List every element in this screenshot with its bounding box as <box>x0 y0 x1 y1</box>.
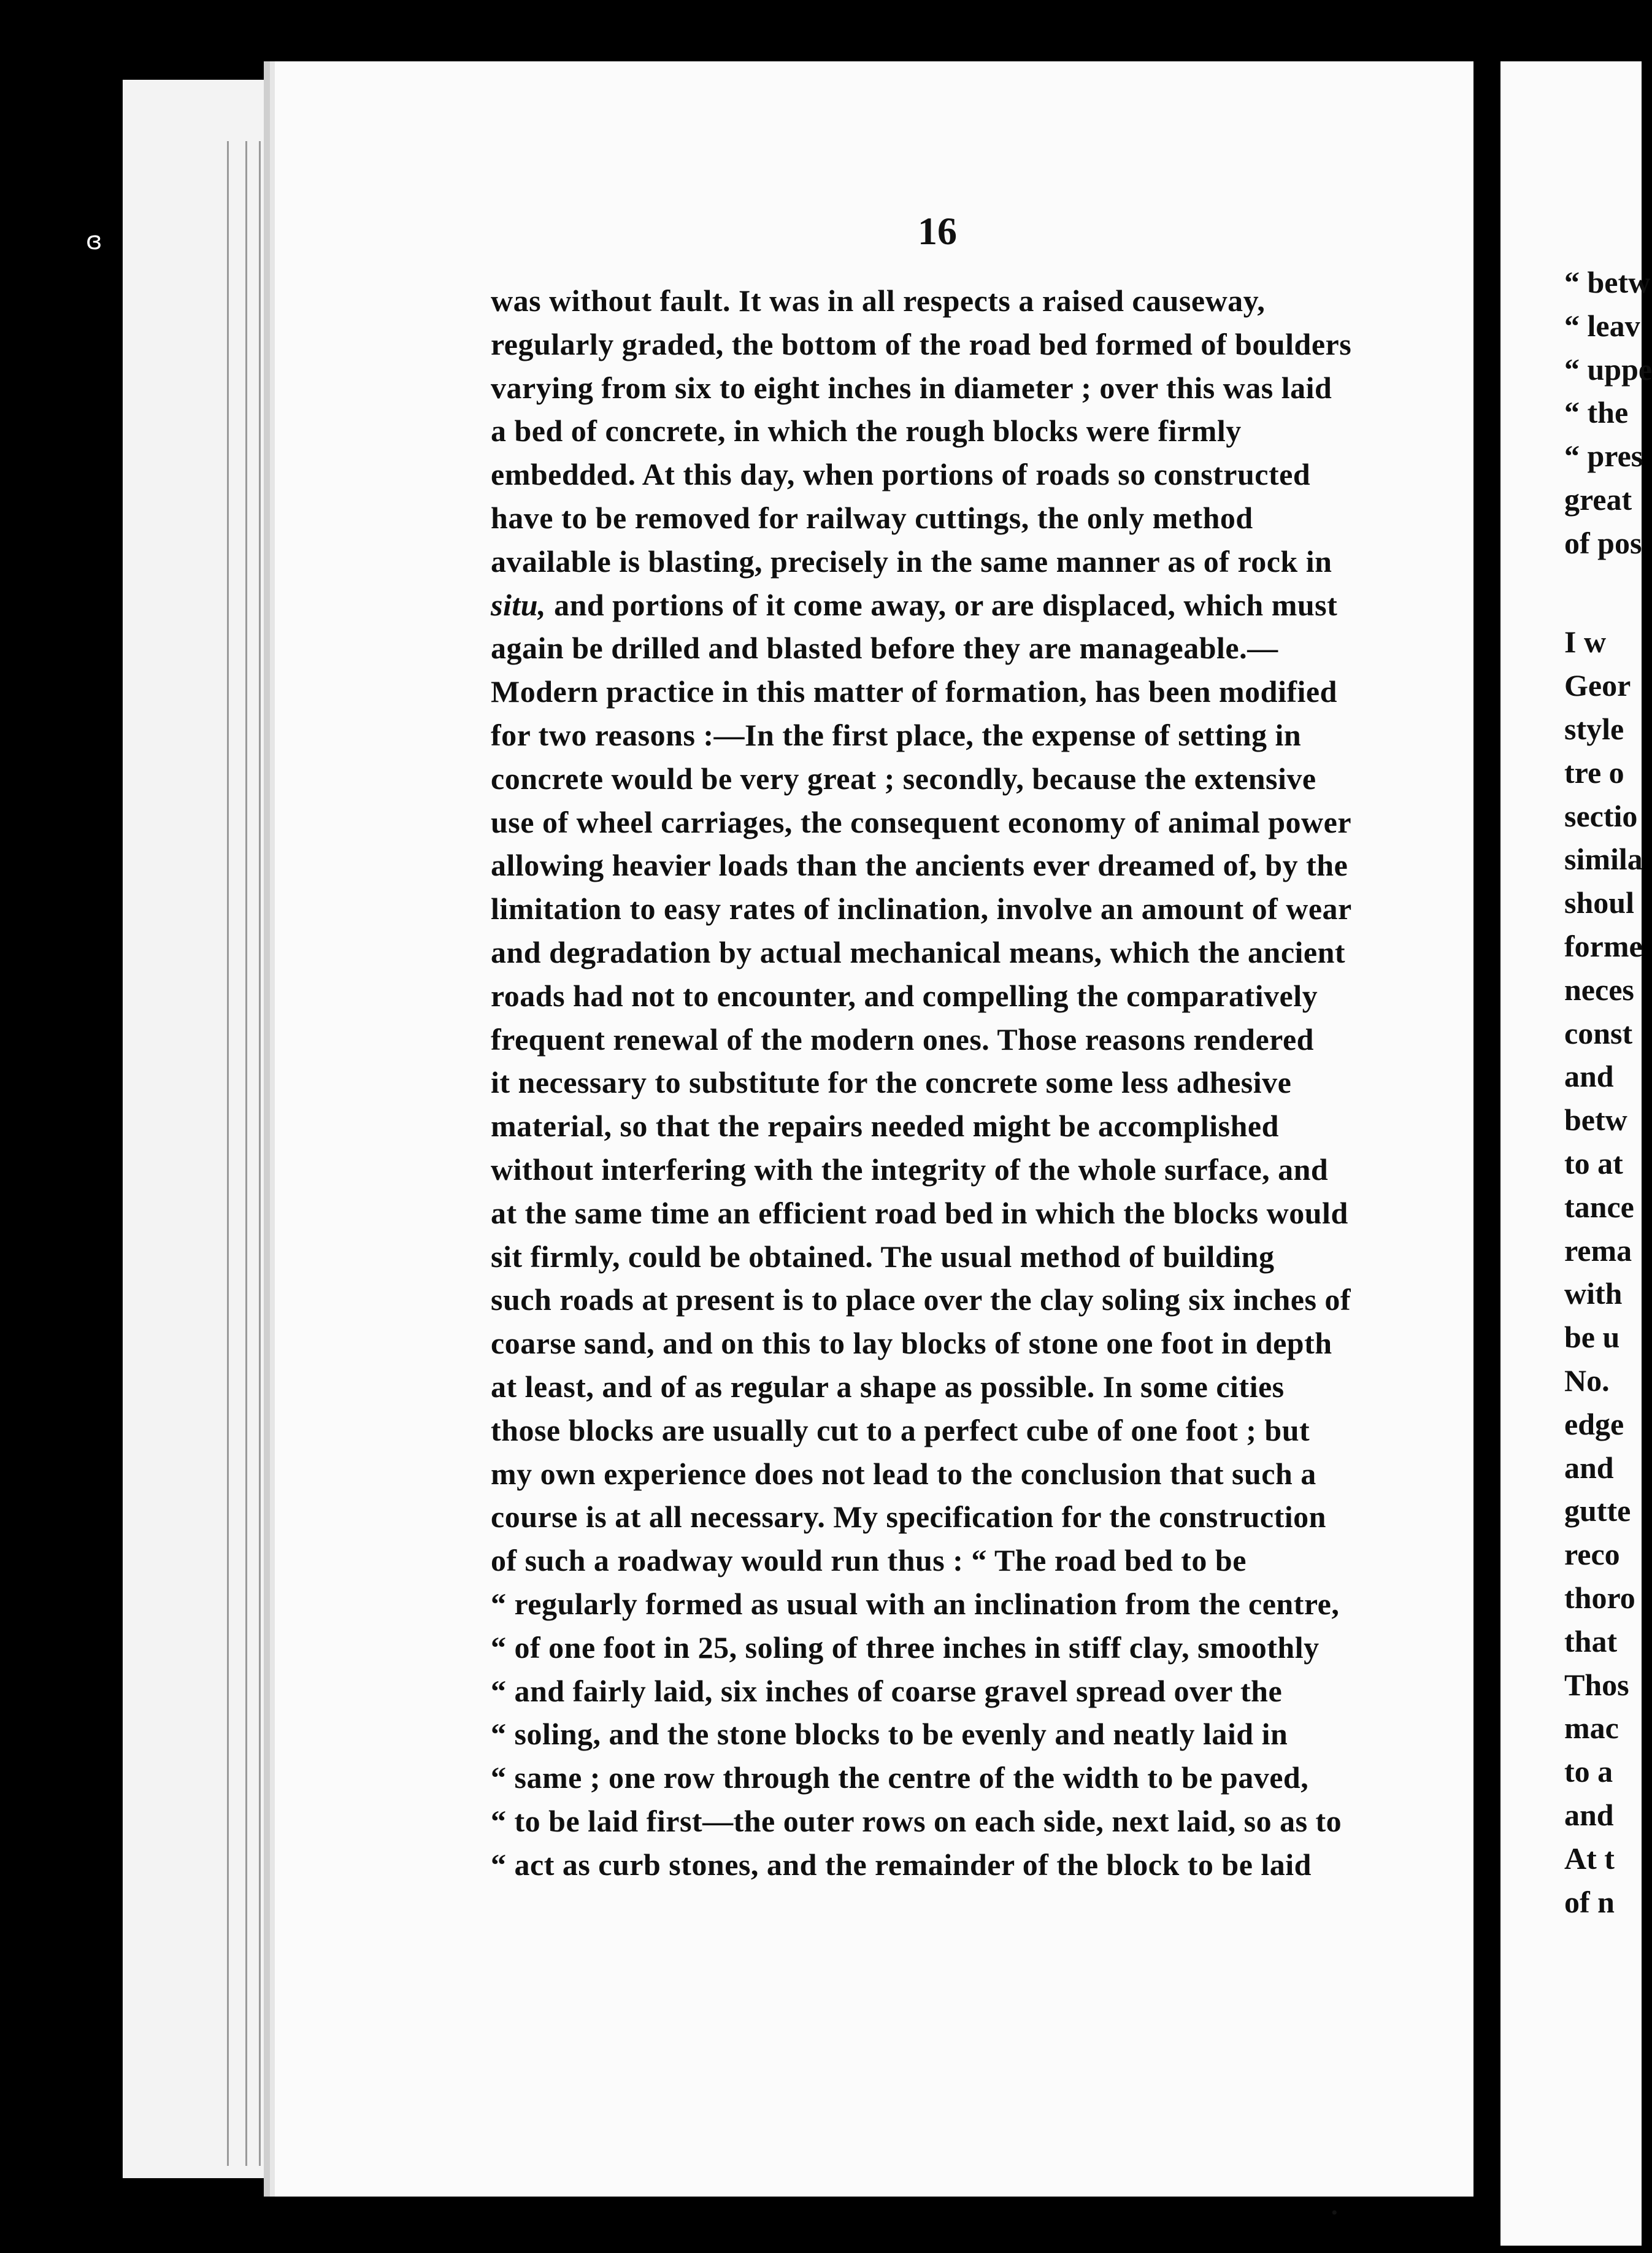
next-page-line: thoro <box>1564 1581 1635 1615</box>
text-line-rest: and portions of it come away, or are displaced, which must <box>554 587 1338 622</box>
next-page-line: tance <box>1564 1189 1634 1224</box>
text-line: material, so that the repairs needed might be accomplished <box>491 1109 1279 1144</box>
text-line: have to be removed for railway cuttings, the only method <box>491 501 1253 535</box>
page-stack-edge <box>123 80 271 2178</box>
text-line: at the same time an efficient road bed in which the blocks would <box>491 1195 1348 1230</box>
next-page-line: “ betw <box>1564 265 1651 299</box>
next-page-line: with <box>1564 1276 1623 1311</box>
next-page-line: At t <box>1564 1841 1615 1876</box>
text-line: and degradation by actual mechanical means, which the ancient <box>491 935 1346 969</box>
next-page-line: betw <box>1564 1103 1627 1138</box>
book-gutter <box>1473 61 1500 2246</box>
next-page-line: “ pres <box>1564 439 1643 474</box>
next-page-line: neces <box>1564 972 1634 1007</box>
text-line: concrete would be very great ; secondly, because the extensive <box>491 761 1316 796</box>
next-page-line: mac <box>1564 1711 1619 1746</box>
next-page-line: and <box>1564 1798 1614 1832</box>
next-page-line: “ the <box>1564 395 1629 430</box>
text-line: course is at all necessary. My specification for the construction <box>491 1500 1326 1535</box>
text-line: use of wheel carriages, the consequent economy of animal power <box>491 804 1352 839</box>
text-line: again be drilled and blasted before they are manageable.— <box>491 631 1278 666</box>
text-line: my own experience does not lead to the conclusion that such a <box>491 1456 1316 1491</box>
text-line: allowing heavier loads than the ancients ever dreamed of, by the <box>491 848 1348 883</box>
text-line: without interfering with the integrity of the whole surface, and <box>491 1152 1329 1187</box>
next-page-line: gutte <box>1564 1493 1631 1528</box>
text-line: it necessary to substitute for the concrete some less adhesive <box>491 1065 1292 1100</box>
next-page-line: sectio <box>1564 798 1638 833</box>
text-line: “ of one foot in 25, soling of three inches in stiff clay, smoothly <box>491 1630 1320 1665</box>
next-page-line: I w <box>1564 625 1607 660</box>
text-line: embedded. At this day, when portions of roads so constructed <box>491 457 1311 492</box>
text-line <box>491 583 1399 626</box>
text-line: “ regularly formed as usual with an inclination from the centre, <box>491 1587 1340 1621</box>
text-line: sit firmly, could be obtained. The usual method of building <box>491 1239 1275 1274</box>
text-line: at least, and of as regular a shape as possible. In some cities <box>491 1369 1285 1404</box>
text-line: available is blasting, precisely in the same manner as of rock in <box>491 544 1332 579</box>
next-page-line: reco <box>1564 1537 1620 1572</box>
next-page-line: edge <box>1564 1406 1624 1441</box>
margin-mark: ɞ <box>86 227 102 255</box>
text-line: frequent renewal of the modern ones. Those reasons rendered <box>491 1022 1314 1057</box>
text-line: “ and fairly laid, six inches of coarse gravel spread over the <box>491 1673 1283 1708</box>
text-line: “ same ; one row through the centre of the width to be paved, <box>491 1760 1309 1795</box>
next-page-line: to a <box>1564 1754 1613 1789</box>
bottom-mark: • <box>1331 2203 1338 2223</box>
text-line: those blocks are usually cut to a perfect cube of one foot ; but <box>491 1412 1310 1447</box>
text-line: “ soling, and the stone blocks to be evenly and neatly laid in <box>491 1717 1288 1752</box>
text-line: a bed of concrete, in which the rough blocks were firmly <box>491 414 1242 449</box>
next-page-line: that <box>1564 1623 1618 1658</box>
stack-edge-line <box>245 141 247 2166</box>
stack-edge-line <box>259 141 261 2166</box>
italic-word: situ, <box>491 587 547 622</box>
text-line: for two reasons :—In the first place, the expense of setting in <box>491 718 1302 752</box>
next-page-line: shoul <box>1564 885 1634 920</box>
text-line: was without fault. It was in all respects a raised causeway, <box>491 283 1266 318</box>
text-line: roads had not to encounter, and compelling the comparatively <box>491 978 1318 1013</box>
text-line: Modern practice in this matter of formation, has been modified <box>491 674 1337 709</box>
text-line: varying from six to eight inches in diameter ; over this was laid <box>491 370 1332 405</box>
next-page-line: “ leav <box>1564 308 1640 343</box>
next-page-line: Geor <box>1564 668 1631 703</box>
next-page-line: style <box>1564 712 1624 746</box>
next-page-line: tre o <box>1564 755 1624 790</box>
next-page-line: of pos <box>1564 525 1642 560</box>
text-line: such roads at present is to place over the clay soling six inches of <box>491 1282 1351 1317</box>
next-page-line: and <box>1564 1450 1614 1485</box>
next-page-line: to at <box>1564 1146 1623 1180</box>
next-page-line: “ uppe <box>1564 352 1652 387</box>
text-line: “ to be laid first—the outer rows on each side, next laid, so as to <box>491 1804 1342 1838</box>
next-page-fragment <box>1500 61 1652 2246</box>
next-page-line: rema <box>1564 1233 1632 1268</box>
text-line: limitation to easy rates of inclination, involve an amount of wear <box>491 892 1352 926</box>
page-number: 16 <box>918 209 957 253</box>
text-line: “ act as curb stones, and the remainder of the block to be laid <box>491 1847 1312 1882</box>
next-page-line: great <box>1564 482 1632 517</box>
next-page-line: Thos <box>1564 1667 1629 1702</box>
next-page-line: forme <box>1564 929 1643 963</box>
text-line: coarse sand, and on this to lay blocks of stone one foot in depth <box>491 1326 1332 1361</box>
next-page-line: be u <box>1564 1320 1620 1355</box>
next-page-line: No. <box>1564 1363 1610 1398</box>
next-page-line: simila <box>1564 842 1643 877</box>
stack-edge-line <box>227 141 229 2166</box>
text-line: regularly graded, the bottom of the road bed formed of boulders <box>491 326 1352 361</box>
text-line: of such a roadway would run thus : “ The road bed to be <box>491 1543 1247 1578</box>
next-page-line: of n <box>1564 1884 1615 1919</box>
next-page-line: and <box>1564 1059 1614 1094</box>
next-page-line: const <box>1564 1015 1633 1050</box>
